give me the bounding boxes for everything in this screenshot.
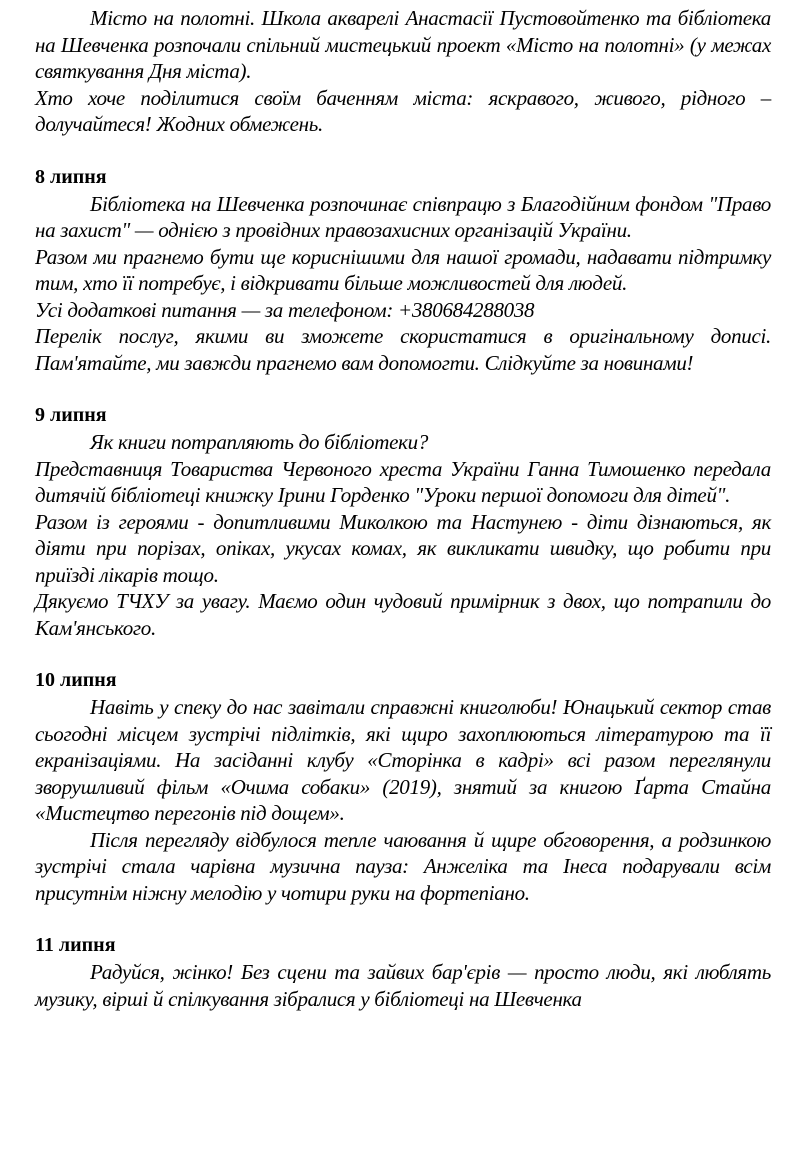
intro-paragraph: Місто на полотні. Школа акварелі Анастасії Пустовойтенко та бібліотека на Шевченка розпочали спільний мистецький проект «Місто на полотні» (у межах святкування Дня міста). — [35, 6, 771, 83]
section-paragraph: Як книги потрапляють до бібліотеки? — [90, 430, 429, 454]
section-10-july — [35, 667, 771, 906]
section-paragraph: Навіть у спеку до нас завітали справжні книголюби! Юнацький сектор став сьогодні місцем зустрічі підлітків, які щиро захоплюються літературою та її екранізаціями. На засіданні клубу «Сторінка в кадрі» всі разом переглянули зворушливий фільм «Очима собаки» (2019), знятий за книгою Ґарта Стайна «Мистецтво перегонів під дощем». — [35, 695, 771, 825]
section-paragraph: Після перегляду відбулося тепле чаювання й щире обговорення, а родзинкою зустрічі стала чарівна музична пауза: Анжеліка та Інеса подарували всім присутнім ніжну мелодію у чотири руки на фортепіано. — [35, 827, 771, 905]
section-paragraph: Разом ми прагнемо бути ще кориснішими для нашої громади, надавати підтримку тим, хто її потребує, і відкривати більше можливостей для людей. — [35, 244, 771, 295]
spacer — [35, 376, 771, 402]
date-heading: 10 липня — [35, 669, 117, 691]
spacer — [35, 138, 771, 164]
spacer — [35, 906, 771, 932]
section-paragraph: Представниця Товариства Червоного хреста України Ганна Тимошенко передала дитячій бібліотеці книжку Ірини Горденко "Уроки першої допомоги для дітей". — [35, 456, 771, 507]
section-paragraph: Радуйся, жінко! Без сцени та зайвих бар'єрів — просто люди, які люблять музику, вірші й спілкування зібралися у бібліотеці на Шевченка — [35, 960, 771, 1011]
section-paragraph: Дякуємо ТЧХУ за увагу. Маємо один чудовий примірник з двох, що потрапили до Кам'янського. — [35, 589, 771, 640]
section-11-july — [35, 932, 771, 1012]
date-heading: 8 липня — [35, 165, 107, 188]
intro-section — [35, 5, 771, 138]
date-heading: 9 липня — [35, 404, 107, 426]
section-paragraph: Перелік послуг, якими ви зможете скористатися в оригінальному дописі. Пам'ятайте, ми завжди прагнемо вам допомогти. Слідкуйте за новинами! — [35, 324, 771, 375]
section-paragraph: Разом із героями - допитливими Миколкою та Настунею - діти дізнаються, як діяти при порізах, опіках, укусах комах, як викликати швидку, що робити при приїзді лікарів тощо. — [35, 509, 771, 587]
intro-paragraph: Хто хоче поділитися своїм баченням міста: яскравого, живого, рідного – долучайтеся! Жодних обмежень. — [35, 85, 771, 136]
section-paragraph: Усі додаткові питання — за телефоном: +380684288038 — [35, 297, 535, 322]
section-paragraph: Бібліотека на Шевченка розпочинає співпрацю з Благодійним фондом "Право на захист" — однією з провідних правозахисних організацій України. — [35, 191, 771, 242]
date-heading: 11 липня — [35, 934, 116, 956]
section-9-july — [35, 402, 771, 641]
spacer — [35, 641, 771, 667]
section-8-july — [35, 164, 771, 377]
